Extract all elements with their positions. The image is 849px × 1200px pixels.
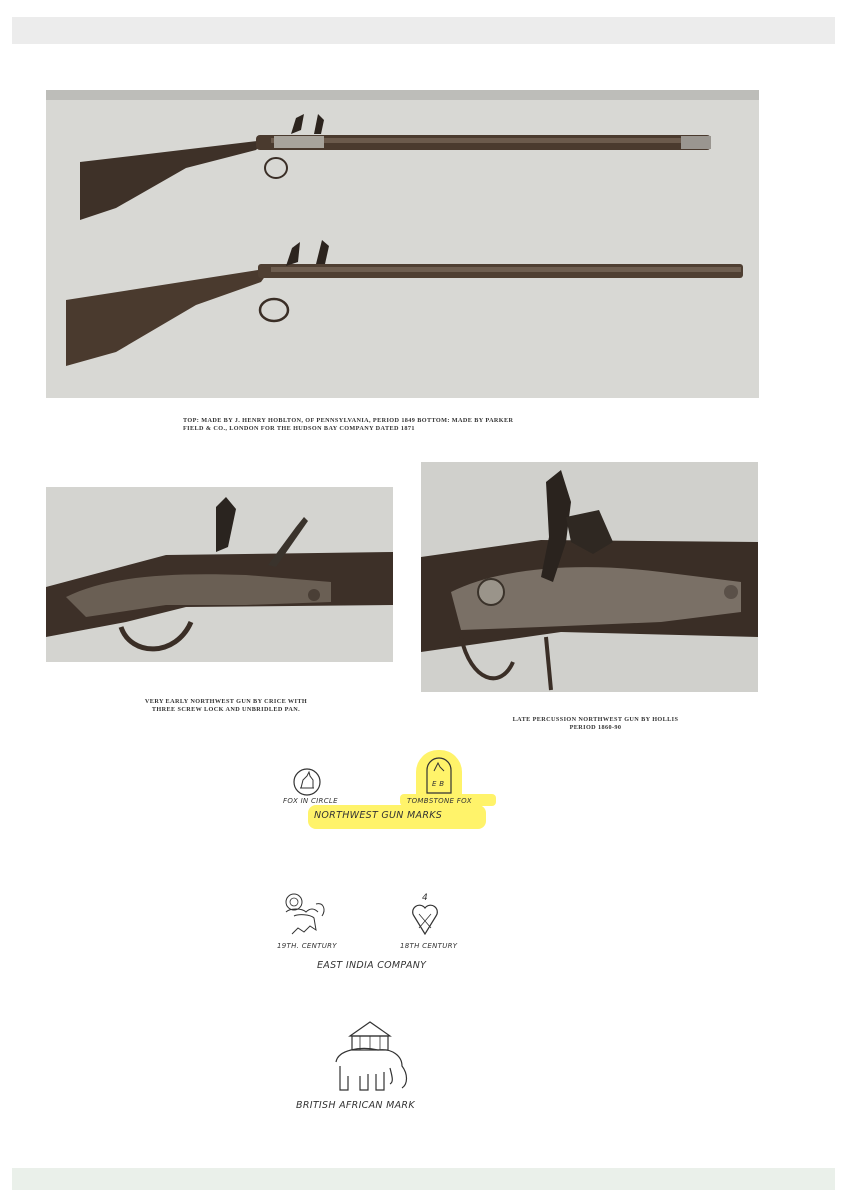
elephant-castle-icon (330, 1018, 412, 1096)
fox-in-circle-icon (291, 766, 323, 798)
lion-icon (280, 890, 330, 940)
british-african-mark-title: BRITISH AFRICAN MARK (296, 1100, 415, 1111)
top-photo-caption (183, 417, 623, 433)
two-muskets-photo (46, 90, 759, 398)
caption-line: FIELD & CO., LONDON FOR THE HUDSON BAY COMPANY DATED 1871 (183, 425, 415, 432)
tombstone-fox-label: TOMBSTONE FOX (407, 797, 472, 805)
east-india-company-title: EAST INDIA COMPANY (317, 960, 427, 971)
flintlock-closeup-photo (46, 487, 393, 662)
tombstone-fox-icon (424, 757, 454, 795)
scan-edge-top (12, 17, 835, 44)
caption-line: TOP: MADE BY J. HENRY HOBLTON, OF PENNSYLVANIA, PERIOD 1849 BOTTOM: MADE BY PARKER (183, 417, 514, 424)
caption-line: LATE PERCUSSION NORTHWEST GUN BY HOLLIS (512, 716, 679, 723)
caption-line: VERY EARLY NORTHWEST GUN BY CRICE WITH (144, 698, 308, 705)
percussion-lock-photo (421, 462, 758, 692)
heart-number: 4 (422, 893, 429, 903)
tombstone-letters: E B (432, 780, 445, 788)
caption-line: THREE SCREW LOCK AND UNBRIDLED PAN. (151, 706, 301, 713)
lion-label: 19TH. CENTURY (277, 942, 337, 950)
caption-line: PERIOD 1860-90 (569, 724, 622, 731)
scan-edge-bottom (12, 1168, 835, 1190)
fox-in-circle-label: FOX IN CIRCLE (283, 797, 338, 805)
northwest-gun-marks-title: NORTHWEST GUN MARKS (314, 810, 443, 821)
left-photo-caption (116, 698, 336, 714)
heart-label: 18TH CENTURY (400, 942, 458, 950)
right-photo-caption (488, 716, 703, 732)
